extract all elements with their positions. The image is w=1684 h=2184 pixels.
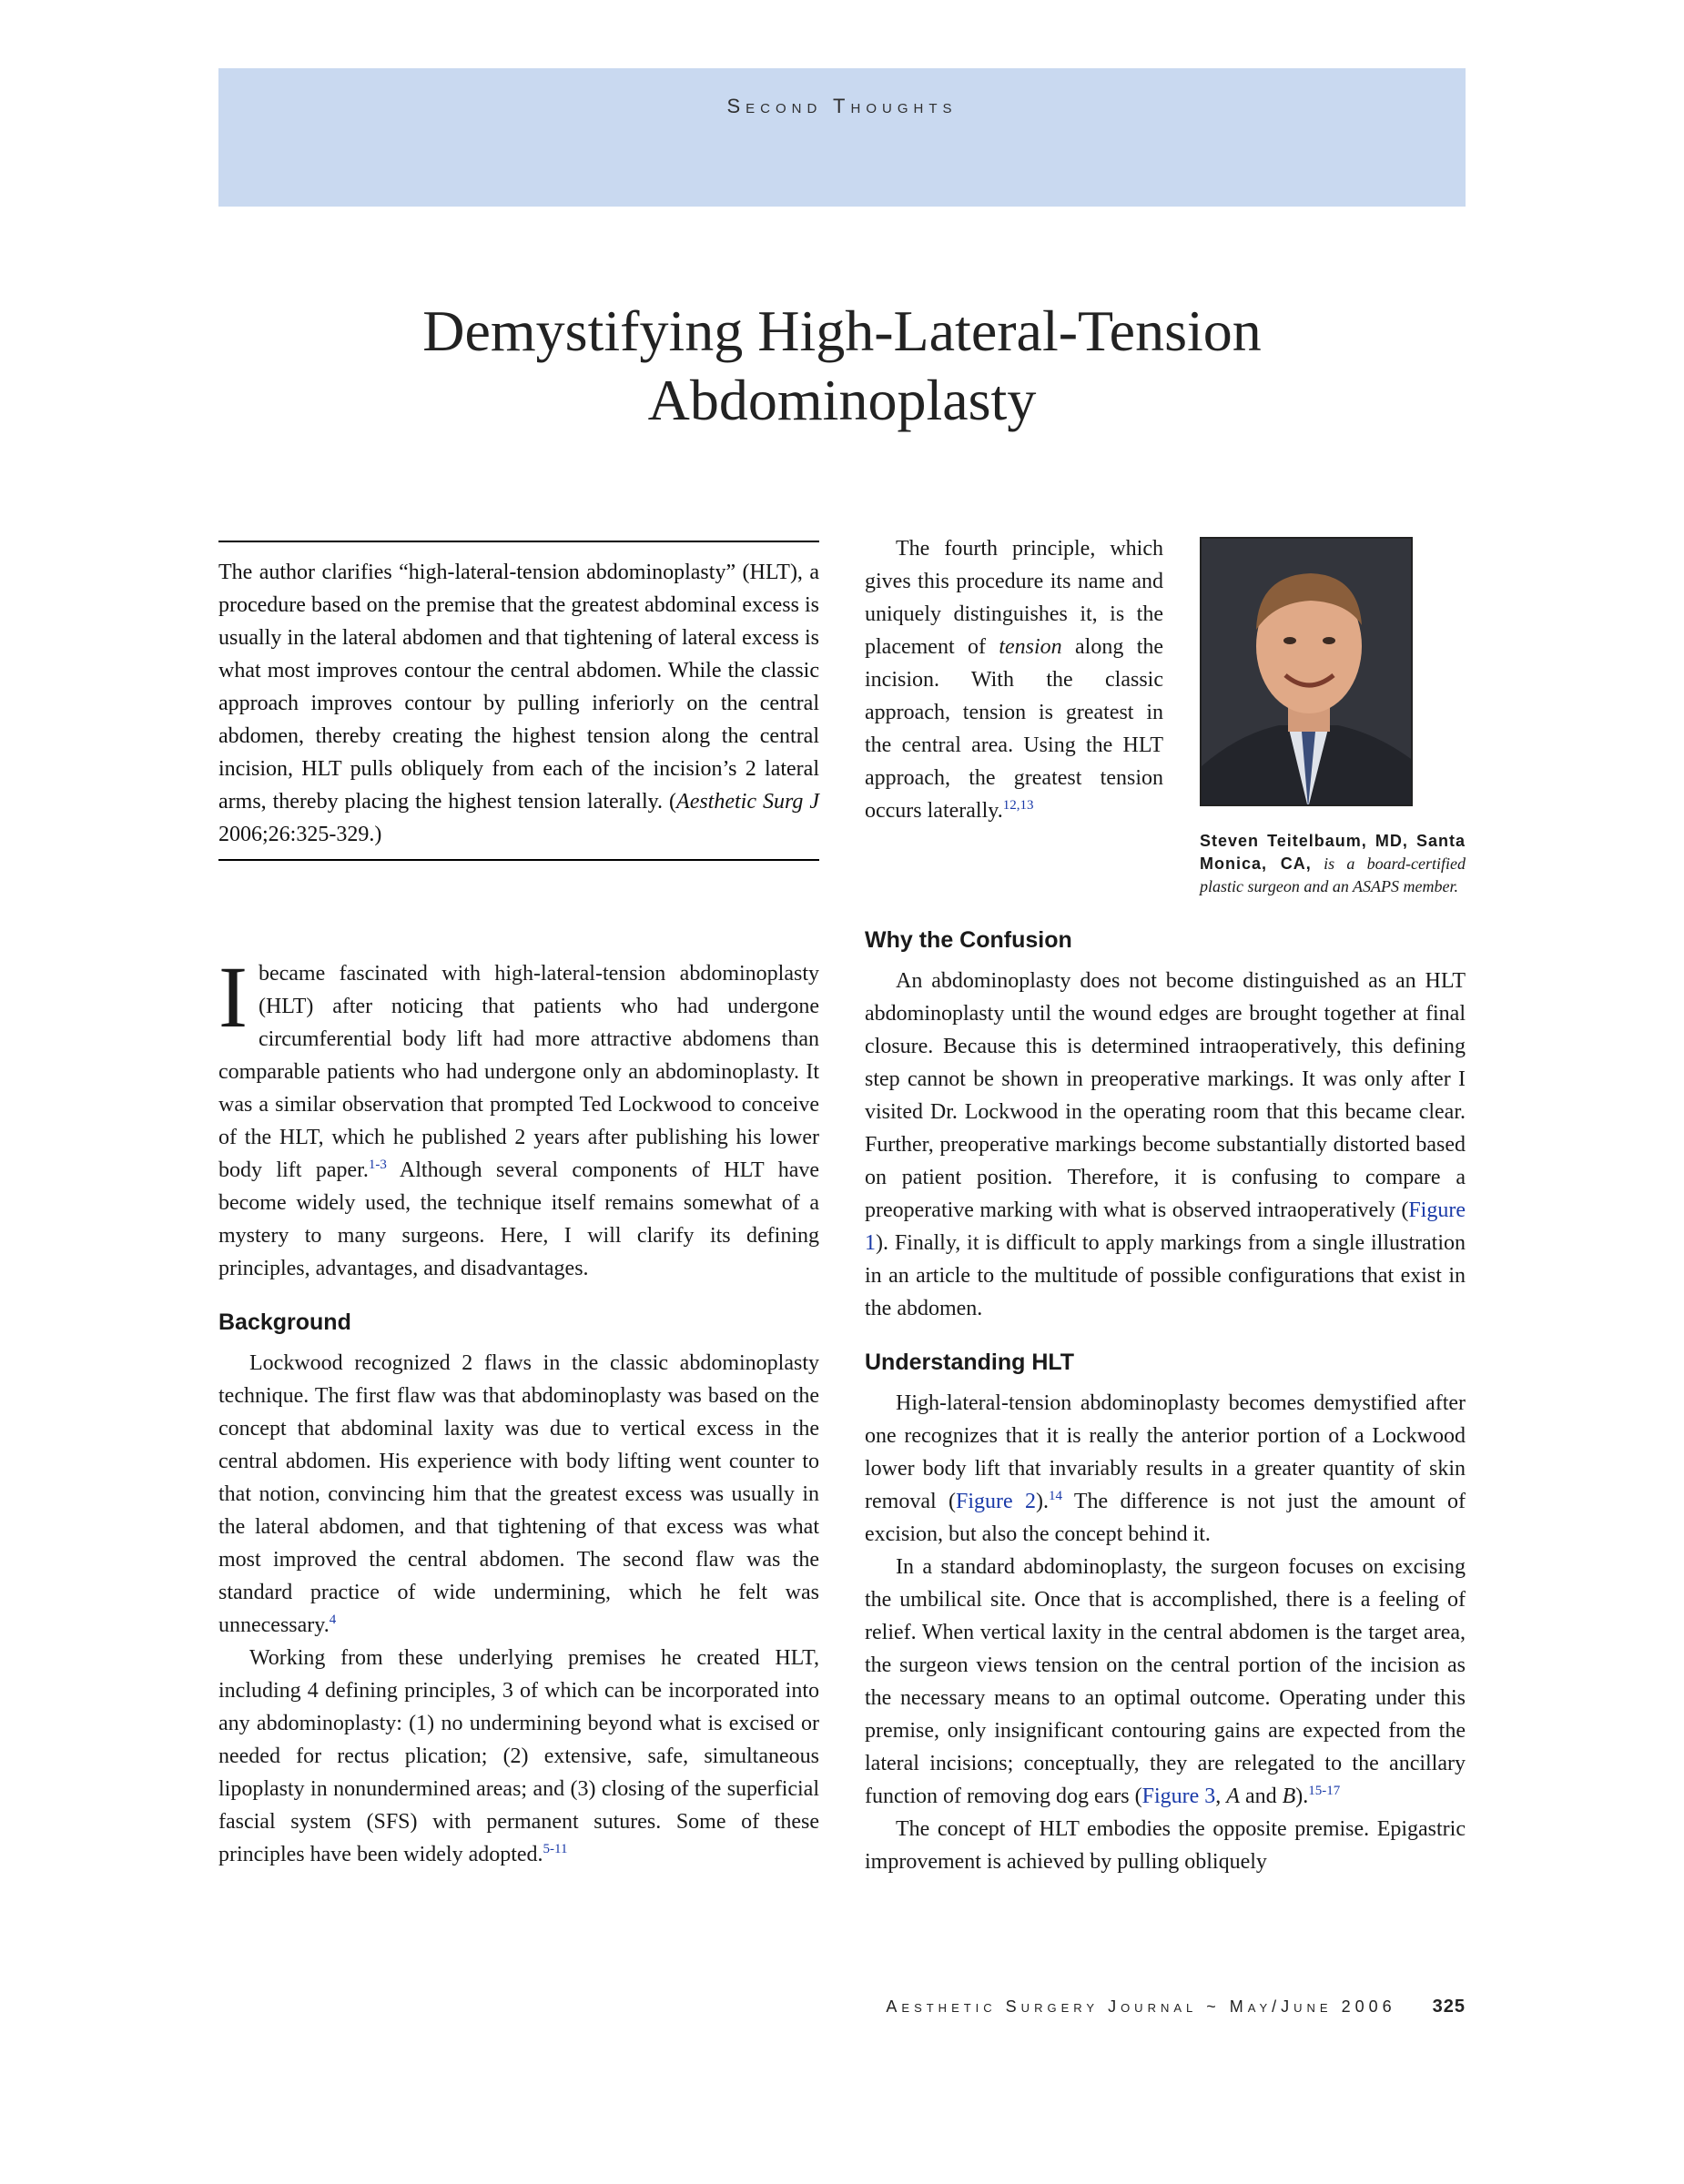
abstract [218,541,819,861]
figure-1-link[interactable]: Figure 1 [865,1198,1466,1255]
author-photo [1200,537,1413,806]
section-label: Second Thoughts [726,95,958,117]
ref-link[interactable]: 1-3 [368,1158,387,1172]
ref-link[interactable]: 15-17 [1308,1784,1341,1798]
heading-why-confusion: Why the Confusion [865,927,1072,953]
ref-link[interactable]: 12,13 [1002,798,1034,813]
figure-3-link[interactable]: Figure 3 [1141,1785,1216,1808]
left-column [218,948,819,1871]
heading-background: Background [218,1309,351,1335]
title-line-1: Demystifying High-Lateral-Tension [422,298,1262,363]
confusion-paragraph: An abdominoplasty does not become distinguished as an HLT abdominoplasty until the wound edges are brought together at final closure. Because this is determined intraoperatively, this defining step cannot be shown in preoperative markings. It was only after I visited Dr. Lockwood in the operating room that this became clear. Further, preoperative markings become substantially distorted based on patient position. Therefore, it is confusing to compare a preoperative marking with what is observed intraoperatively (Figure 1). Finally, it is difficult to apply markings from a single illustration in an article to the multitude of possible configurations that exist in the abdomen. [865,969,1466,1320]
understanding-paragraph-1: High-lateral-tension abdominoplasty becomes demystified after one recognizes that it is really the anterior portion of a Lockwood lower body lift that invariably results in a greater quantity of skin removal (Figure 2).$^{14}$ The difference is not just the amount of excision, but also the concept behind it. [865,1391,1466,1546]
author-caption [1200,830,1466,898]
right-column [865,926,1466,1878]
ref-link[interactable]: 5-11 [543,1842,568,1856]
article-title [273,297,1411,435]
page-number: 325 [1432,1997,1466,2017]
fourth-principle-paragraph: The fourth principle, which gives this procedure its name and uniquely distinguishes it, is the placement of tension along the incision. With the classic approach, tension is greatest in the central area. Using the HLT approach, the greatest tension occurs laterally.$^{12,13}$ [865,537,1164,823]
understanding-paragraph-2: In a standard abdominoplasty, the surgeon focuses on excising the umbilical site. Once that is accomplished, there is a feeling of relief. When vertical laxity in the central abdomen is the target area, the surgeon views tension on the central portion of the incision as the necessary means to an optimal outcome. Operating under this premise, only insignificant contouring gains are expected from the lateral incisions; conceptually, they are relegated to the ancillary function of removing dog ears (Figure 3, A and B).$^{15-17}$ [865,1555,1466,1808]
title-line-2: Abdominoplasty [647,368,1037,432]
footer-journal: Aesthetic Surgery Journal ~ May/June 2006 [886,1997,1396,2016]
heading-understanding-hlt: Understanding HLT [865,1350,1075,1375]
background-paragraph-1: Lockwood recognized 2 flaws in the classic abdominoplasty technique. The first flaw was that abdominoplasty was based on the concept that abdominal laxity was due to vertical excess in the central abdomen. His experience with body lifting went counter to that notion, convincing him that the greatest excess was usually in the lateral abdomen, and that tightening of that excess was what most improved the central abdomen. The second flaw was the standard practice of wide undermining, which he felt was unnecessary.$^4$ [218,1351,819,1637]
intro-paragraph: I became fascinated with high-lateral-tension abdominoplasty (HLT) after noticing that patients who had undergone circumferential body lift had more attractive abdomens than comparable patients who had undergone only an abdominoplasty. It was a similar observation that prompted Ted Lockwood to conceive of the HLT, which he published 2 years after publishing his lower body lift paper.$^{1-3}$ Although several components of HLT have become widely used, the technique itself remains somewhat of a mystery to many surgeons. Here, I will clarify its defining principles, advantages, and disadvantages. [218,948,819,1280]
understanding-paragraph-3: The concept of HLT embodies the opposite premise. Epigastric improvement is achieved by pulling obliquely [865,1817,1466,1874]
figure-2-link[interactable]: Figure 2 [955,1490,1036,1513]
page-footer [801,1997,1466,2017]
abstract-text: The author clarifies “high-lateral-tension abdominoplasty” (HLT), a procedure based on the premise that the greatest abdominal excess is usually in the lateral abdomen and that tightening of lateral excess is what most improves contour the central abdomen. While the classic approach improves contour by pulling inferiorly on the central abdomen, thereby creating the highest tension along the central incision, HLT pulls obliquely from each of the incision’s 2 lateral arms, thereby placing the highest tension laterally. [218,561,819,814]
ref-link[interactable]: 4 [329,1613,337,1627]
drop-cap: I [218,948,248,1046]
background-paragraph-2: Working from these underlying premises he created HLT, including 4 defining principles, 3 of which can be incorporated into any abdominoplasty: (1) no undermining beyond what is excised or needed for rectus plication; (2) extensive, safe, simultaneous lipoplasty in nonundermined areas; and (3) closing of the superficial fascial system (SFS) with permanent sutures. Some of these principles have been widely adopted.$^{5-11}$ [218,1646,819,1866]
author-bio: is a board-certified plastic surgeon and an ASAPS member. [1200,854,1466,895]
fourth-principle-block [865,532,1163,827]
abstract-citation: (Aesthetic Surg J 2006;26:325-329.) [218,790,820,846]
section-banner [218,68,1466,207]
author-name: Steven Teitelbaum, MD, Santa Monica, CA, [1200,832,1466,873]
ref-link[interactable]: 14 [1048,1489,1062,1503]
